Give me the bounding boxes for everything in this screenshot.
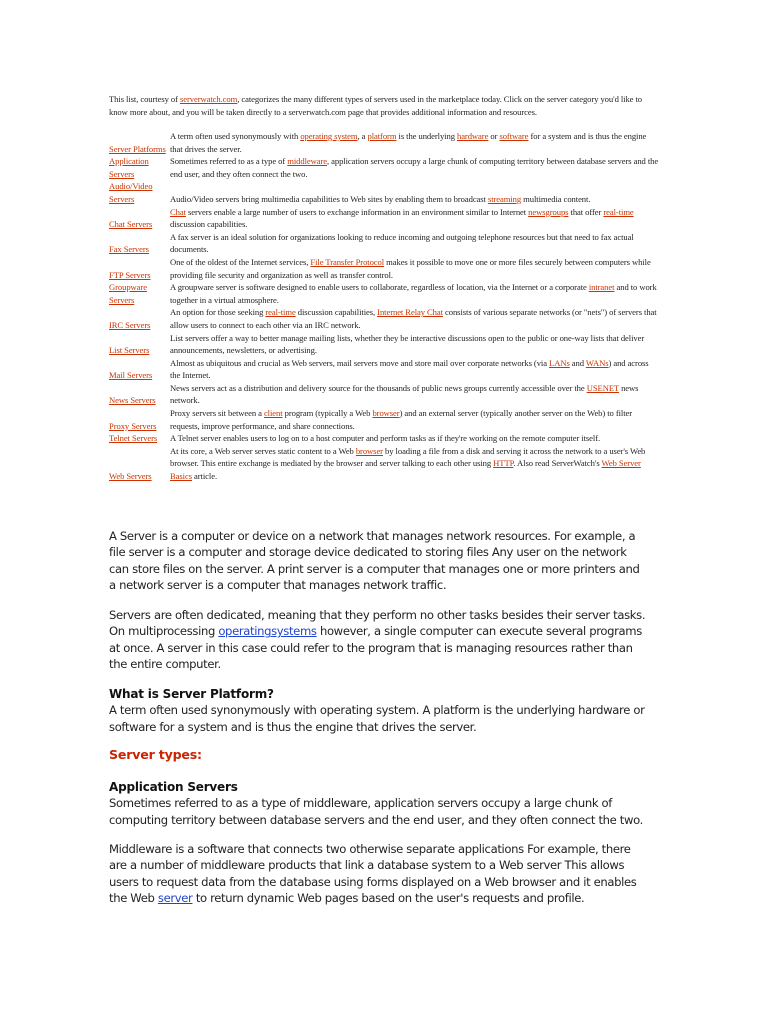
description-text: . Also read ServerWatch's [513, 458, 602, 469]
description-link[interactable]: middleware [287, 156, 327, 167]
server-type-description [170, 130, 659, 155]
server-type-row [109, 382, 659, 407]
description-link[interactable]: WANs [585, 357, 609, 368]
server-type-row [109, 130, 659, 155]
server-type-description [170, 445, 659, 483]
description-text: and [569, 357, 586, 368]
server-type-name-link[interactable]: Fax Servers [109, 244, 149, 255]
description-text: program (typically a Web [282, 408, 373, 419]
description-text: makes it possible to move one or more files securely between computers while providing file security and organization as well as transfer control. [170, 256, 651, 280]
description-text: multimedia content. [521, 193, 591, 204]
description-text: News servers act as a distribution and delivery source for the thousands of public news groups currently accessible over the [170, 382, 587, 393]
description-text: A Telnet server enables users to log on to a host computer and perform tasks as if they're working on the remote computer itself. [170, 433, 601, 444]
description-text: Proxy servers sit between a [170, 408, 264, 419]
server-type-description [170, 432, 659, 445]
platform-section [109, 686, 649, 735]
server-type-row [109, 445, 659, 483]
platform-paragraph: A term often used synonymously with operating system. A platform is the underlying hardware or software for a system and is thus the engine that drives the server. [109, 703, 645, 734]
description-link[interactable]: Web Server Basics [170, 458, 641, 482]
description-link[interactable]: File Transfer Protocol [310, 256, 385, 267]
description-text: Sometimes referred to as a type of [170, 156, 288, 167]
server-type-description [170, 256, 659, 281]
description-link[interactable]: LANs [549, 357, 570, 368]
description-link[interactable]: HTTP [493, 458, 514, 469]
description-link[interactable]: Chat [170, 206, 186, 217]
server-type-description [170, 155, 659, 180]
description-text: is the underlying [396, 131, 457, 141]
para2-after: however, a single computer can execute several programs at once. A server in this case could refer to the program that is managing resources rather than the entire computer. [109, 624, 642, 672]
server-type-name-link[interactable]: Groupware Servers [109, 282, 147, 305]
server-types-heading-wrap [109, 747, 649, 763]
server-type-name-link[interactable]: Proxy Servers [109, 420, 157, 431]
dedicated-servers-paragraph [109, 607, 649, 673]
description-text: An option for those seeking [170, 307, 266, 318]
description-link[interactable]: USENET [586, 382, 620, 393]
operatingsystems-link[interactable]: operatingsystems [218, 624, 317, 639]
platform-heading: What is Server Platform? [109, 687, 274, 701]
server-link[interactable]: server [157, 891, 193, 906]
description-text: , a [357, 131, 368, 141]
server-type-description [170, 306, 659, 331]
server-type-row [109, 231, 659, 256]
description-text: news network. [170, 382, 639, 406]
description-link[interactable]: real-time [603, 206, 634, 217]
serverwatch-link[interactable]: serverwatch.com [179, 94, 238, 104]
application-servers-paragraph: Sometimes referred to as a type of middleware, application servers occupy a large chunk of computing territory between database servers and the end user, and they often connect the two. [109, 796, 643, 827]
description-text: discussion capabilities. [170, 219, 248, 230]
intro-text-after: , categorizes the many different types of servers used in the marketplace today. Click on the server category you'd like to know more about, and you will be taken directly to a serverwatch.com page that provides additional information and resources. [109, 94, 643, 117]
server-type-row [109, 256, 659, 281]
description-link[interactable]: browser [355, 445, 383, 456]
description-link[interactable]: real-time [265, 307, 296, 318]
description-text: A term often used synonymously with [170, 131, 301, 141]
server-type-name-link[interactable]: Chat Servers [109, 219, 153, 230]
server-type-row [109, 407, 659, 432]
server-type-name-link[interactable]: News Servers [109, 395, 156, 406]
description-text: consists of various separate networks (or "nets") of servers that allow users to connect to each other via an IRC network. [170, 307, 657, 330]
server-type-name-link[interactable]: Telnet Servers [109, 433, 158, 444]
description-text: ) and an external server (typically another server on the Web) to filter requests, improve performance, and share connections. [170, 408, 633, 431]
description-text: A groupware server is software designed to enable users to collaborate, regardless of location, via the Internet or a corporate [170, 282, 589, 293]
description-link[interactable]: streaming [487, 193, 522, 204]
description-link[interactable]: browser [372, 408, 400, 419]
server-types-heading: Server types: [109, 747, 202, 762]
server-type-name-link[interactable]: Web Servers [109, 471, 152, 482]
description-text: or [488, 131, 500, 141]
server-type-row [109, 180, 659, 205]
description-text: A fax server is an ideal solution for organizations looking to reduce incoming and outgoing telephone resources but that need to fax actual documents. [170, 231, 634, 255]
server-type-row [109, 432, 659, 445]
server-types-table [109, 130, 659, 483]
server-type-description [170, 281, 659, 306]
para5-after: to return dynamic Web pages based on the user's requests and profile. [192, 891, 585, 906]
para5-before: Middleware is a software that connects two otherwise separate applications For example, there are a number of middleware products that link a database system to a Web server This allows users to request data from the database using forms displayed on a Web browser and it enables the Web [109, 842, 637, 906]
server-type-description [170, 332, 659, 357]
description-text: for a system and is thus the engine that drives the server. [170, 131, 647, 154]
server-type-description [170, 231, 659, 256]
description-text: discussion capabilities, [295, 307, 378, 318]
description-link[interactable]: client [263, 408, 283, 419]
server-type-name-link[interactable]: Server Platforms [109, 143, 166, 154]
description-text: that offer [568, 206, 604, 217]
description-text: by loading a file from a disk and serving it across the network to a user's Web browser. This entire exchange is mediated by the browser and server talking to each other using [170, 445, 646, 469]
description-link[interactable]: platform [367, 131, 397, 141]
server-type-description [170, 357, 659, 382]
server-type-name-link[interactable]: IRC Servers [109, 319, 151, 330]
intro-text-before: This list, courtesy of [109, 94, 180, 104]
description-link[interactable]: intranet [588, 282, 615, 293]
server-type-description [170, 407, 659, 432]
server-type-row [109, 155, 659, 180]
description-text: Audio/Video servers bring multimedia capabilities to Web sites by enabling them to broadcast [170, 193, 488, 204]
server-type-description [170, 382, 659, 407]
server-type-description [170, 206, 659, 231]
description-link[interactable]: software [499, 131, 529, 141]
description-text: and to work together in a virtual atmosphere. [170, 282, 657, 305]
para2-before: Servers are often dedicated, meaning that they perform no other tasks besides their server tasks. On multiprocessing [109, 608, 646, 639]
server-type-row [109, 281, 659, 306]
description-link[interactable]: hardware [456, 131, 489, 141]
description-link[interactable]: newsgroups [528, 206, 569, 217]
description-text: One of the oldest of the Internet services, [170, 256, 311, 267]
intro-paragraph [109, 93, 657, 118]
server-type-row [109, 206, 659, 231]
description-text: article. [191, 471, 218, 482]
server-type-name-link[interactable]: Mail Servers [109, 370, 153, 381]
description-text: , application servers occupy a large chunk of computing territory between database servers and the end user, and they often connect the two. [170, 156, 659, 179]
description-link[interactable]: operating system [300, 131, 358, 141]
description-text: ) and across the Internet. [170, 357, 649, 381]
server-type-description [170, 180, 659, 205]
description-text: Almost as ubiquitous and crucial as Web servers, mail servers move and store mail over corporate networks (via [170, 357, 550, 368]
server-type-row [109, 306, 659, 331]
server-type-name-link[interactable]: List Servers [109, 345, 150, 356]
server-type-name-link[interactable]: FTP Servers [109, 269, 151, 280]
description-text: servers enable a large number of users to exchange information in an environment similar to Internet [185, 206, 529, 217]
middleware-paragraph [109, 841, 649, 907]
server-type-name-link[interactable]: Audio/Video Servers [109, 181, 153, 204]
server-definition-paragraph: A Server is a computer or device on a network that manages network resources. For example, a file server is a computer and storage device dedicated to storing files Any user on the network can store files on the server. A print server is a computer that manages one or more printers and a network server is a computer that manages network traffic. [109, 529, 640, 593]
description-text: At its core, a Web server serves static content to a Web [170, 445, 356, 456]
server-type-row [109, 357, 659, 382]
description-text: List servers offer a way to better manage mailing lists, whether they be interactive discussions open to the public or one-way lists that deliver announcements, newsletters, or advertising. [170, 332, 645, 356]
server-type-row [109, 332, 659, 357]
server-type-name-link[interactable]: Application Servers [109, 156, 149, 179]
application-servers-heading: Application Servers [109, 780, 238, 794]
description-link[interactable]: Internet Relay Chat [377, 307, 443, 318]
application-servers-section [109, 779, 649, 828]
